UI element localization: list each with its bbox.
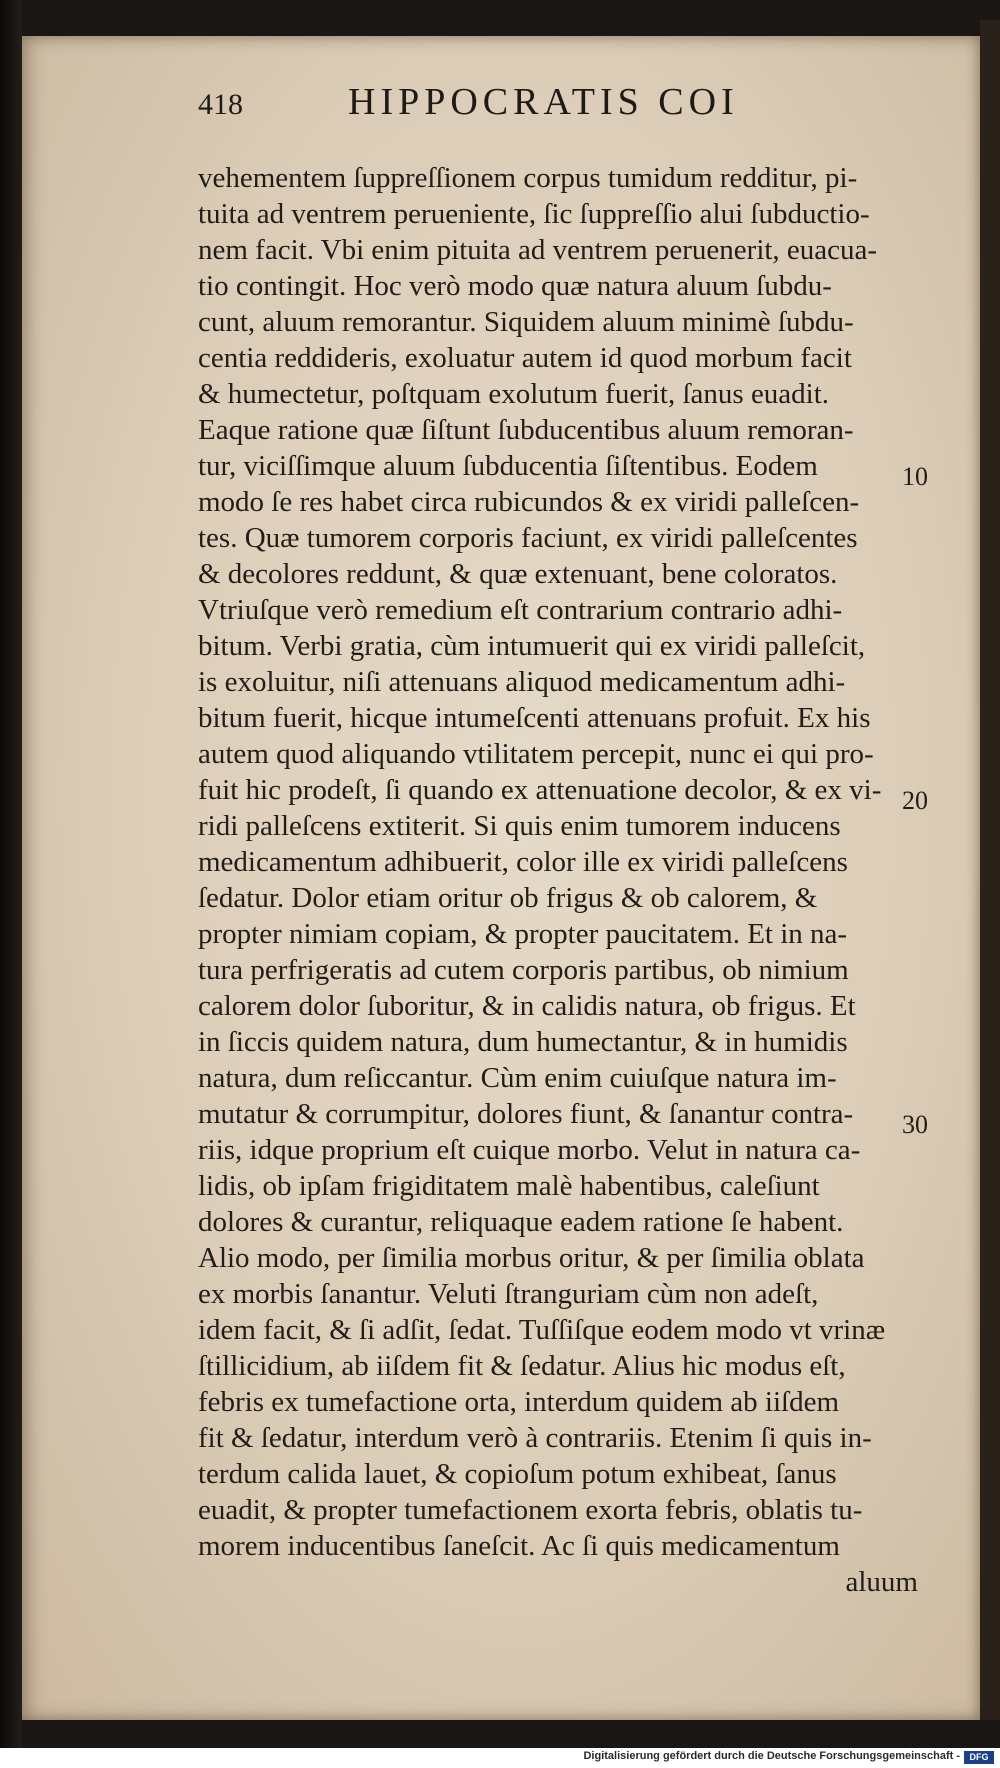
text-line: fuit hic prodeſt, ſi quando ex attenuatione decolor, & ex vi- <box>198 774 882 806</box>
text-line: cunt, aluum remorantur. Siquidem aluum minimè ſubdu- <box>198 306 854 338</box>
text-line: ex morbis ſanantur. Veluti ſtranguriam cùm non adeſt, <box>198 1278 819 1310</box>
page-header <box>198 80 758 134</box>
text-line: natura, dum reſiccantur. Cùm enim cuiuſque natura im- <box>198 1062 837 1094</box>
text-line: calorem dolor ſuboritur, & in calidis natura, ob frigus. Et <box>198 990 856 1022</box>
text-line: bitum. Verbi gratia, cùm intumuerit qui ex viridi palleſcit, <box>198 630 866 662</box>
text-line: bitum fuerit, hicque intumeſcenti attenuans profuit. Ex his <box>198 702 871 734</box>
text-line: propter nimiam copiam, & propter paucitatem. Et in na- <box>198 918 848 950</box>
margin-line-number-20: 20 <box>902 786 928 815</box>
text-line: Alio modo, per ſimilia morbus oritur, & per ſimilia oblata <box>198 1242 865 1274</box>
text-line: is exoluitur, niſi attenuans aliquod medicamentum adhi- <box>198 666 846 698</box>
text-line: mutatur & corrumpitur, dolores fiunt, & ſanantur contra- <box>198 1098 854 1130</box>
text-line: Vtriuſque verò remedium eſt contrarium contrario adhi- <box>198 594 843 626</box>
body-text <box>198 160 918 1600</box>
text-line: autem quod aliquando vtilitatem percepit, nunc ei qui pro- <box>198 738 874 770</box>
text-line: dolores & curantur, reliquaque eadem ratione ſe habent. <box>198 1206 844 1238</box>
footer-bar <box>0 1748 1000 1768</box>
margin-line-number-30: 30 <box>902 1110 928 1139</box>
text-line: Eaque ratione quæ ſiſtunt ſubducentibus aluum remoran- <box>198 414 854 446</box>
running-title: HIPPOCRATIS COI <box>348 81 739 123</box>
text-line: morem inducentibus ſaneſcit. Ac ſi quis medicamentum <box>198 1530 840 1562</box>
book-spine-shadow <box>0 0 22 1768</box>
funding-notice: Digitalisierung gefördert durch die Deutsche Forschungsgemeinschaft - <box>583 1750 960 1762</box>
text-line: euadit, & propter tumefactionem exorta febris, oblatis tu- <box>198 1494 863 1526</box>
text-line: tur, viciſſimque aluum ſubducentia ſiſtentibus. Eodem <box>198 450 818 482</box>
text-line: centia reddideris, exoluatur autem id quod morbum facit <box>198 342 852 374</box>
page-edge <box>980 20 1000 1720</box>
text-line: fit & ſedatur, interdum verò à contrariis. Etenim ſi quis in- <box>198 1422 872 1454</box>
text-line: ſtillicidium, ab iiſdem fit & ſedatur. Alius hic modus eſt, <box>198 1350 846 1382</box>
page-number: 418 <box>198 88 243 121</box>
text-line: medicamentum adhibuerit, color ille ex viridi palleſcens <box>198 846 848 878</box>
text-line: ridi palleſcens extiterit. Si quis enim tumorem inducens <box>198 810 841 842</box>
text-line: idem facit, & ſi adſit, ſedat. Tuſſiſque eodem modo vt vrinæ <box>198 1314 886 1346</box>
text-line: riis, idque proprium eſt cuique morbo. Velut in natura ca- <box>198 1134 861 1166</box>
text-line: tes. Quæ tumorem corporis faciunt, ex viridi palleſcentes <box>198 522 858 554</box>
text-line: terdum calida lauet, & copioſum potum exhibeat, ſanus <box>198 1458 837 1490</box>
text-line: tio contingit. Hoc verò modo quæ natura aluum ſubdu- <box>198 270 832 302</box>
text-line: vehementem ſuppreſſionem corpus tumidum redditur, pi- <box>198 162 858 194</box>
text-line: tura perfrigeratis ad cutem corporis partibus, ob nimium <box>198 954 849 986</box>
dfg-logo: DFG <box>964 1751 994 1764</box>
text-line: & decolores reddunt, & quæ extenuant, bene coloratos. <box>198 558 838 590</box>
text-line: ſedatur. Dolor etiam oritur ob frigus & ob calorem, & <box>198 882 818 914</box>
text-line: lidis, ob ipſam frigiditatem malè habentibus, caleſiunt <box>198 1170 820 1202</box>
text-line: tuita ad ventrem perueniente, ſic ſuppreſſio alui ſubductio- <box>198 198 870 230</box>
text-line: modo ſe res habet circa rubicundos & ex viridi palleſcen- <box>198 486 860 518</box>
text-line: nem facit. Vbi enim pituita ad ventrem peruenerit, euacua- <box>198 234 878 266</box>
text-line: & humectetur, poſtquam exolutum fuerit, ſanus euadit. <box>198 378 830 410</box>
text-line: febris ex tumefactione orta, interdum quidem ab iiſdem <box>198 1386 840 1418</box>
text-line: in ſiccis quidem natura, dum humectantur, & in humidis <box>198 1026 848 1058</box>
catchword: aluum <box>845 1566 918 1598</box>
margin-line-number-10: 10 <box>902 462 928 491</box>
